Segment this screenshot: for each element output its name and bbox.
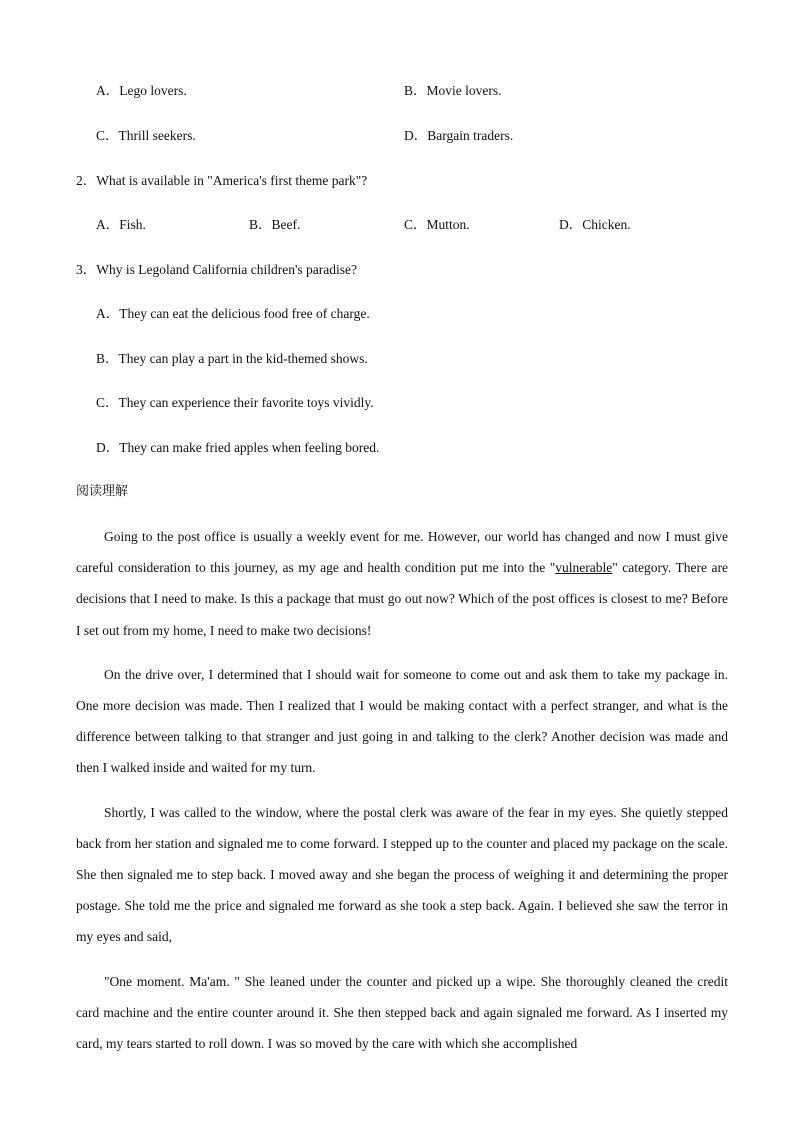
q3-option-d: D．They can make fried apples when feeling bored. — [96, 440, 380, 455]
passage-paragraph-2: On the drive over, I determined that I should wait for someone to come out and ask them to take my package in. One more decision was made. Then I realized that I would be making contact with a perfect stranger, and what is the difference between talking to that stranger and just going in and talking to the clerk? Another decision was made and then I walked inside and waited for my turn. — [76, 666, 728, 776]
underlined-word: vulnerable — [555, 560, 613, 576]
q1-option-d: D．Bargain traders. — [404, 128, 514, 143]
q1-option-a: A．Lego lovers. — [96, 83, 187, 98]
q2-option-c: C．Mutton. — [404, 217, 470, 232]
q2-option-a: A．Fish. — [96, 217, 146, 232]
section-heading: 阅读理解 — [76, 484, 129, 499]
p1-text-after: " category. There are decisions that I need to make. Is this a package that must go out now? Which of the post offices is closest to me? Before I set out from my home, I need to make two decisions! — [76, 560, 728, 638]
q3-option-b: B．They can play a part in the kid-themed shows. — [96, 351, 368, 366]
passage-paragraph-4: "One moment. Ma'am. " She leaned under the counter and picked up a wipe. She thoroughly cleaned the credit card machine and the entire counter around it. She then stepped back and again signaled me forward. As I inserted my card, my tears started to roll down. I was so moved by the care with which she accomplished — [76, 973, 728, 1052]
q3-stem: 3．Why is Legoland California children's paradise? — [76, 262, 357, 277]
q1-option-c: C．Thrill seekers. — [96, 128, 196, 143]
q2-option-b: B．Beef. — [249, 217, 301, 232]
q2-option-d: D．Chicken. — [559, 217, 631, 232]
q3-option-c: C．They can experience their favorite toys vividly. — [96, 395, 374, 410]
p1-text-before: Going to the post office is usually a weekly event for me. However, our world has changed and now I must give careful consideration to this journey, as my age and health condition put me into the " — [76, 529, 728, 576]
q3-option-a: A．They can eat the delicious food free of charge. — [96, 306, 370, 321]
q2-stem: 2．What is available in "America's first theme park"? — [76, 173, 368, 188]
q1-option-b: B．Movie lovers. — [404, 83, 502, 98]
passage-paragraph-1 — [76, 521, 728, 646]
passage-paragraph-3: Shortly, I was called to the window, where the postal clerk was aware of the fear in my eyes. She quietly stepped back from her station and signaled me to come forward. I stepped up to the counter and placed my package on the scale. She then signaled me to step back. I moved away and she began the process of weighing it and determining the proper postage. She told me the price and signaled me forward as she took a step back. Again. I believed she saw the terror in my eyes and said, — [76, 804, 728, 945]
reading-passage — [76, 521, 728, 1072]
